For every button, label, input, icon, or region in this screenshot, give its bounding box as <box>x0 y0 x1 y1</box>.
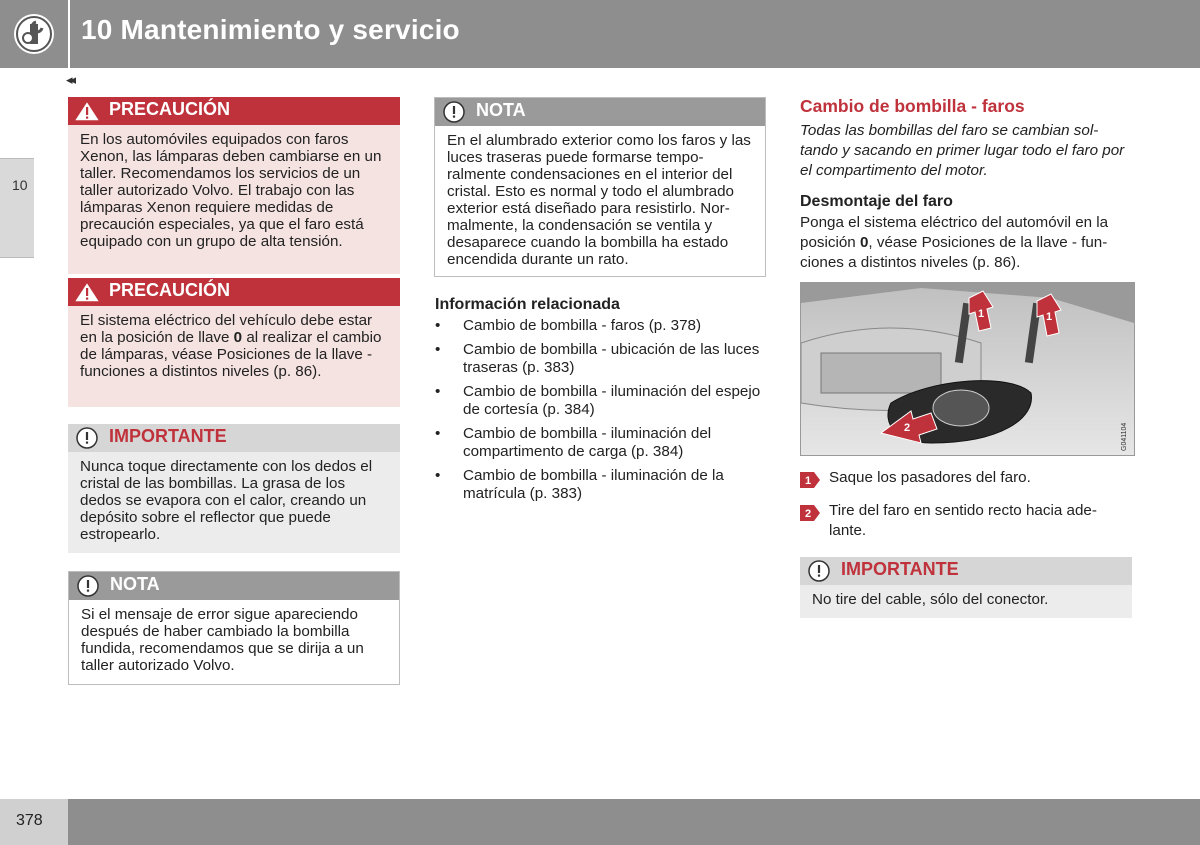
caution-text: En los automóviles equipados con faros Xenon, las lámparas deben cambiarse en un taller. Recomendamos los servicios de un taller autorizado Volvo. El trabajo con las lámparas Xenon requiere medidas de precaución especiales, ya que el faro está equipado con un grupo de alta tensión. <box>68 125 400 274</box>
illustration-drawing <box>801 283 1134 455</box>
warning-triangle-icon <box>72 99 102 123</box>
related-links-list <box>435 317 765 509</box>
note-text: Si el mensaje de error sigue apareciendo después de haber cambiado la bombilla fundida, recomendamos que se dirija a un taller autorizado Volvo. <box>81 606 364 674</box>
figure-label: 1 <box>1046 311 1053 323</box>
exclamation-circle-icon <box>72 426 102 450</box>
page-footer <box>0 799 1200 845</box>
related-link[interactable]: • Cambio de bombilla - iluminación de la matrícula (p. 383) <box>435 467 765 503</box>
important-title: IMPORTANTE <box>841 559 959 579</box>
svg-text:2: 2 <box>805 508 812 520</box>
warning-triangle-icon <box>72 280 102 304</box>
important-header <box>68 424 400 452</box>
figure-code: G041104 <box>1121 422 1128 451</box>
subsection-text: Ponga el sistema eléctrico del automóvil en la posición 0, véase Posiciones de la llave - fun-ciones a distintos niveles (p. 86). <box>800 214 1109 271</box>
note-box-1 <box>68 571 400 685</box>
headlight-removal-illustration <box>800 282 1135 456</box>
section-intro: Todas las bombillas del faro se cambian sol-tando y sacando en primer lugar todo el faro por el compartimento del motor. <box>800 122 1125 179</box>
related-link[interactable]: • Cambio de bombilla - iluminación del espejo de cortesía (p. 384) <box>435 383 765 419</box>
chapter-tab[interactable] <box>0 158 34 258</box>
note-title: NOTA <box>476 100 526 120</box>
chapter-tab-label: 10 <box>12 177 28 193</box>
note-title: NOTA <box>110 574 160 594</box>
page-title: 10 Mantenimiento y servicio <box>81 14 460 45</box>
chapter-icon-box <box>0 0 68 68</box>
figure-label: 2 <box>904 422 911 434</box>
note-header <box>435 98 765 126</box>
note-text: En el alumbrado exterior como los faros y las luces traseras puede formarse tempo-ralmente condensaciones en el interior del cristal. Esto es normal y todo el alumbrado exterior está diseñado para resistirlo. Nor-malmente, la condensación se ventila y desaparece cuando la bombilla ha estado encendida durante un rato. <box>447 132 751 268</box>
svg-text:1: 1 <box>805 475 812 487</box>
important-box-2 <box>800 557 1132 618</box>
related-info-title: Información relacionada <box>435 296 620 313</box>
caution-title: PRECAUCIÓN <box>109 99 231 119</box>
caution-header <box>68 278 400 306</box>
page-number: 378 <box>16 812 43 829</box>
step-1 <box>800 468 1130 490</box>
exclamation-circle-icon <box>804 559 834 583</box>
note-header <box>69 572 399 600</box>
step-2 <box>800 501 1130 543</box>
header-divider <box>68 0 70 68</box>
subsection-title: Desmontaje del faro <box>800 193 953 210</box>
important-box-1 <box>68 424 400 553</box>
step-number-badge <box>800 505 820 521</box>
info-circle-icon <box>73 574 103 598</box>
important-title: IMPORTANTE <box>109 426 227 446</box>
caution-box-2 <box>68 278 400 407</box>
important-header <box>800 557 1132 585</box>
info-circle-icon <box>439 100 469 124</box>
important-text: Nunca toque directamente con los dedos el cristal de las bombillas. La grasa de los dedos se evapora con el calor, creando un depósito sobre el reflector que puede estropearlo. <box>68 452 400 553</box>
wrench-gear-icon <box>0 0 68 68</box>
caution-box-1 <box>68 97 400 274</box>
step-number-badge <box>800 472 820 488</box>
step-text: Saque los pasadores del faro. <box>829 469 1031 486</box>
step-text: Tire del faro en sentido recto hacia ade-lante. <box>829 502 1097 539</box>
figure-label: 1 <box>978 308 985 320</box>
related-link[interactable]: • Cambio de bombilla - faros (p. 378) <box>435 317 765 335</box>
page-number-box <box>0 799 68 845</box>
important-text: No tire del cable, sólo del conector. <box>800 585 1132 618</box>
section-title: Cambio de bombilla - faros <box>800 96 1025 116</box>
related-link[interactable]: • Cambio de bombilla - iluminación del compartimento de carga (p. 384) <box>435 425 765 461</box>
caution-header <box>68 97 400 125</box>
note-box-2 <box>434 97 766 277</box>
caution-text: El sistema eléctrico del vehículo debe estar en la posición de llave 0 al realizar el cambio de lámparas, véase Posiciones de la llave - funciones a distintos niveles (p. 86). <box>68 306 400 407</box>
caution-title: PRECAUCIÓN <box>109 280 231 300</box>
related-link[interactable]: • Cambio de bombilla - ubicación de las luces traseras (p. 383) <box>435 341 765 377</box>
back-link[interactable]: ◂◂ <box>66 72 74 87</box>
